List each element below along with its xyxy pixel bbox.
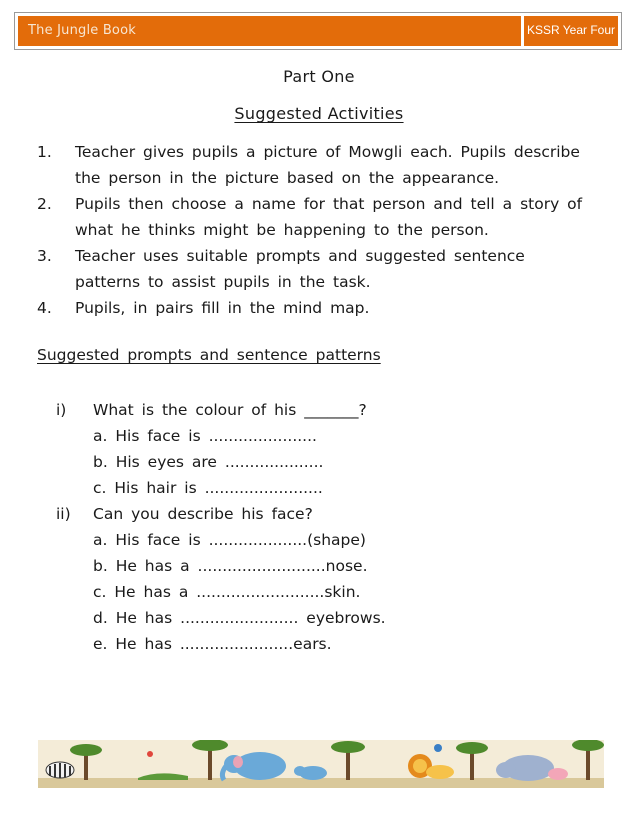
header-badge-panel	[524, 16, 618, 46]
activity-item	[37, 191, 597, 243]
header-bar	[14, 12, 622, 50]
sentence-pattern: e. He has .......................ears.	[93, 635, 332, 653]
sentence-pattern: a. His face is ......................	[93, 427, 317, 445]
sentence-pattern: b. He has a ..........................nose.	[93, 557, 368, 575]
activity-text: Teacher gives pupils a picture of Mowgli each. Pupils describe the person in the picture based on the appearance.	[75, 143, 580, 187]
activity-number: 1.	[37, 143, 52, 161]
activity-item	[37, 139, 597, 191]
prompt-question	[56, 501, 576, 527]
activities-title: Suggested Activities	[234, 104, 404, 123]
prompt-question	[56, 397, 576, 423]
prompt-question-text: What is the colour of his _______?	[93, 401, 367, 419]
activity-item	[37, 295, 597, 321]
jungle-illustration-icon	[38, 740, 604, 788]
activity-text: Pupils then choose a name for that person and tell a story of what he thinks might be happening to the person.	[75, 195, 583, 239]
prompts-list	[56, 397, 576, 657]
sentence-pattern: c. He has a ..........................skin.	[93, 583, 361, 601]
activity-text: Teacher uses suitable prompts and suggested sentence patterns to assist pupils in the task.	[75, 247, 525, 291]
sentence-pattern: a. His face is ....................(shape)	[93, 531, 366, 549]
activities-list	[37, 139, 597, 321]
activities-title-wrap	[0, 104, 638, 123]
prompts-heading: Suggested prompts and sentence patterns	[37, 346, 381, 364]
activity-number: 4.	[37, 299, 52, 317]
header-title: The Jungle Book	[28, 23, 136, 38]
prompt-question-text: Can you describe his face?	[93, 505, 313, 523]
activity-text: Pupils, in pairs fill in the mind map.	[75, 299, 370, 317]
activity-item	[37, 243, 597, 295]
header-badge: KSSR Year Four	[526, 23, 616, 37]
jungle-animals-banner	[38, 740, 604, 788]
sentence-pattern: c. His hair is ........................	[93, 479, 323, 497]
sentence-pattern: d. He has ........................ eyebrows.	[93, 609, 386, 627]
activity-number: 2.	[37, 195, 52, 213]
activity-number: 3.	[37, 247, 52, 265]
prompt-number: i)	[56, 401, 67, 419]
sentence-pattern: b. His eyes are ....................	[93, 453, 324, 471]
header-title-panel	[18, 16, 521, 46]
part-title: Part One	[283, 67, 355, 86]
prompt-number: ii)	[56, 505, 71, 523]
